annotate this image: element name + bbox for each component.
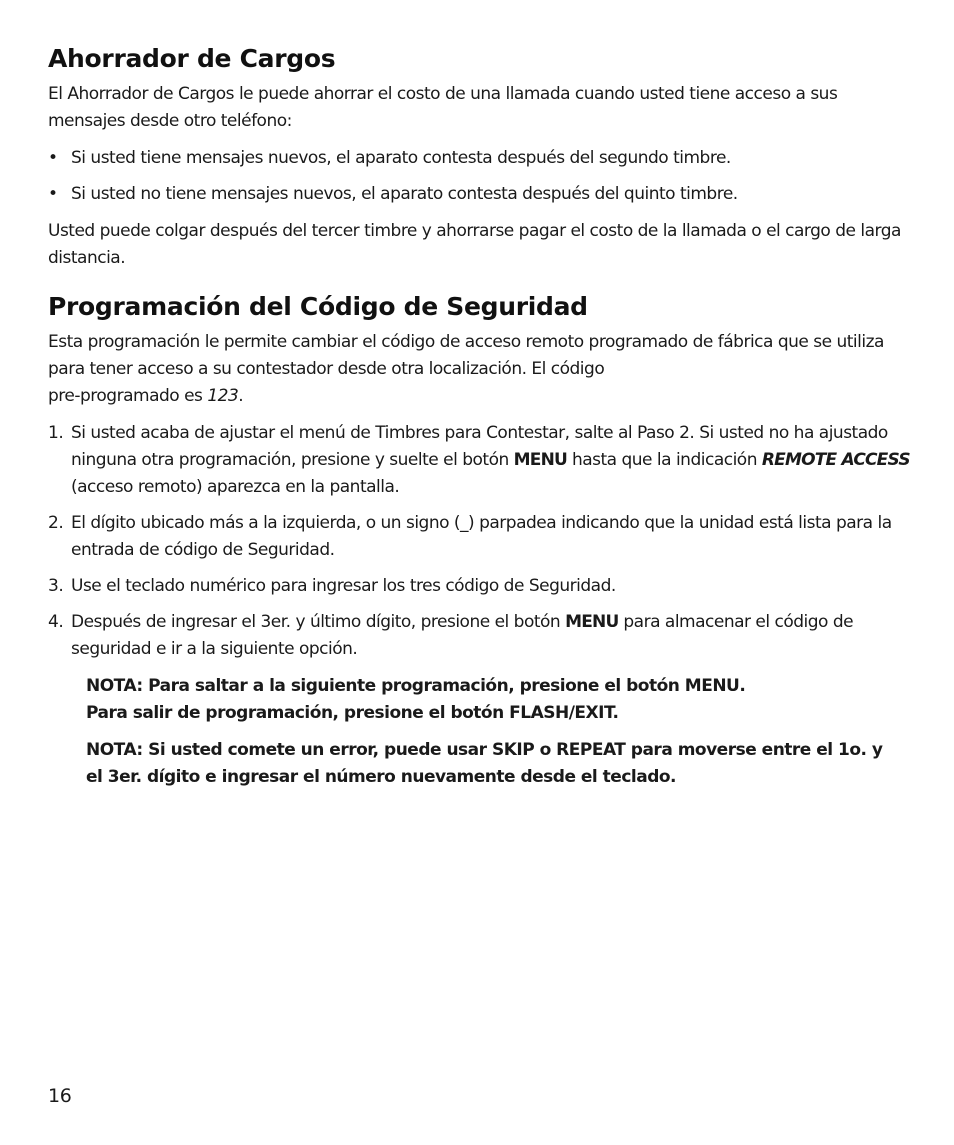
codigo-intro: Esta programación le permite cambiar el código de acceso remoto programado de fábrica que se utiliza para tener acceso a su contestador desde otra localización. El código pre-programado es 123. xyxy=(48,332,884,406)
step-item: 1. Si usted acaba de ajustar el menú de Timbres para Contestar, salte al Paso 2. Si usted no ha ajustado ninguna otra programación, presione y suelte el botón MENU hasta que la indicación REMOTE ACCESS (acceso remoto) aparezca en la pantalla. xyxy=(48,420,910,501)
step-number: 2. xyxy=(48,513,64,533)
display-text: REMOTE ACCESS xyxy=(761,450,910,470)
step-number: 4. xyxy=(48,612,64,632)
ahorrador-intro: El Ahorrador de Cargos le puede ahorrar el costo de una llamada cuando usted tiene acceso a sus mensajes desde otro teléfono: xyxy=(48,84,838,131)
list-item: • Si usted tiene mensajes nuevos, el aparato contesta después del segundo timbre. xyxy=(48,145,910,172)
step-item: 4. Después de ingresar el 3er. y último dígito, presione el botón MENU para almacenar el código de seguridad e ir a la siguiente opción. xyxy=(48,609,910,663)
default-code: 123 xyxy=(207,386,239,406)
step-item: 2. El dígito ubicado más a la izquierda, o un signo (_) parpadea indicando que la unidad está lista para la entrada de código de Seguridad. xyxy=(48,510,910,564)
menu-button-label: MENU xyxy=(513,450,568,470)
page-number: 16 xyxy=(48,1085,72,1107)
step-item: 3. Use el teclado numérico para ingresar los tres código de Seguridad. xyxy=(48,573,910,600)
list-item: • Si usted no tiene mensajes nuevos, el aparato contesta después del quinto timbre. xyxy=(48,181,910,208)
section-title-codigo: Programación del Código de Seguridad xyxy=(48,292,588,321)
ahorrador-bullet-list xyxy=(48,145,910,208)
bullet-icon: • xyxy=(48,148,58,168)
step-number: 3. xyxy=(48,576,64,596)
note-2: NOTA: Si usted comete un error, puede usar SKIP o REPEAT para moverse entre el 1o. y el 3er. dígito e ingresar el número nuevamente desde el teclado. xyxy=(86,740,883,787)
bullet-icon: • xyxy=(48,184,58,204)
step-number: 1. xyxy=(48,423,64,443)
note-1: NOTA: Para saltar a la siguiente programación, presione el botón MENU. Para salir de programación, presione el botón FLASH/EXIT. xyxy=(86,676,746,723)
ahorrador-outro: Usted puede colgar después del tercer timbre y ahorrarse pagar el costo de la llamada o el cargo de larga distancia. xyxy=(48,221,901,268)
section-codigo-seguridad xyxy=(48,292,910,791)
steps-list xyxy=(48,420,910,663)
manual-page xyxy=(48,44,910,801)
menu-button-label: MENU xyxy=(565,612,619,632)
section-title-ahorrador: Ahorrador de Cargos xyxy=(48,44,336,73)
